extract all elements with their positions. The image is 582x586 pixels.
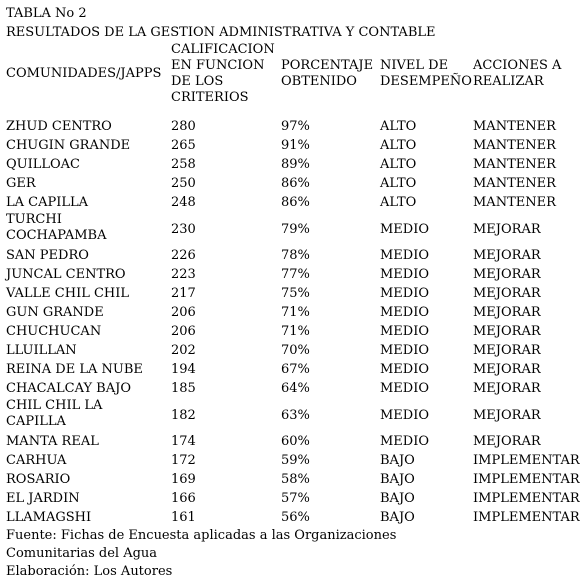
cell-percent: 77% <box>281 267 310 282</box>
cell-score: 265 <box>171 138 196 153</box>
table-row <box>6 193 580 212</box>
cell-percent: 78% <box>281 248 310 263</box>
cell-score: 258 <box>171 157 196 172</box>
cell-score: 202 <box>171 343 196 358</box>
cell-level: MEDIO <box>380 343 430 358</box>
cell-action: MEJORAR <box>473 408 541 423</box>
cell-level: MEDIO <box>380 362 430 377</box>
cell-percent: 63% <box>281 408 310 423</box>
cell-level: MEDIO <box>380 434 430 449</box>
cell-community: GUN GRANDE <box>6 305 104 320</box>
cell-community: CHUCHUCAN <box>6 324 102 339</box>
cell-percent: 91% <box>281 138 310 153</box>
cell-community: LLAMAGSHI <box>6 510 92 525</box>
table-row <box>6 246 580 265</box>
cell-action: IMPLEMENTAR <box>473 472 580 487</box>
cell-level: MEDIO <box>380 267 430 282</box>
cell-action: MANTENER <box>473 157 556 172</box>
cell-score: 172 <box>171 453 196 468</box>
cell-community: LA CAPILLA <box>6 195 89 210</box>
cell-community: MANTA REAL <box>6 434 99 449</box>
cell-level: MEDIO <box>380 286 430 301</box>
cell-percent: 67% <box>281 362 310 377</box>
cell-level: MEDIO <box>380 408 430 423</box>
header-community: COMUNIDADES/JAPPS <box>6 66 162 81</box>
cell-level: ALTO <box>380 119 417 134</box>
table-footer <box>6 527 580 581</box>
table-row <box>6 489 580 508</box>
cell-percent: 71% <box>281 305 310 320</box>
cell-action: MEJORAR <box>473 343 541 358</box>
cell-action: MEJORAR <box>473 381 541 396</box>
cell-score: 169 <box>171 472 196 487</box>
cell-community: CHIL CHIL LA CAPILLA <box>6 398 103 429</box>
cell-community: REINA DE LA NUBE <box>6 362 143 377</box>
cell-score: 182 <box>171 408 196 423</box>
cell-action: MEJORAR <box>473 286 541 301</box>
cell-level: MEDIO <box>380 305 430 320</box>
source-note-continued: Comunitarias del Agua <box>6 546 158 561</box>
cell-level: MEDIO <box>380 381 430 396</box>
table-row <box>6 322 580 341</box>
header-action: ACCIONES A REALIZAR <box>473 58 562 89</box>
cell-action: MEJORAR <box>473 248 541 263</box>
table-row <box>6 398 580 432</box>
cell-level: BAJO <box>380 472 415 487</box>
cell-action: MANTENER <box>473 138 556 153</box>
table-row <box>6 265 580 284</box>
cell-level: ALTO <box>380 138 417 153</box>
cell-level: BAJO <box>380 510 415 525</box>
table-header <box>6 42 580 117</box>
table-row <box>6 174 580 193</box>
cell-score: 166 <box>171 491 196 506</box>
cell-percent: 86% <box>281 176 310 191</box>
cell-community: ZHUD CENTRO <box>6 119 112 134</box>
cell-community: JUNCAL CENTRO <box>6 267 126 282</box>
cell-percent: 56% <box>281 510 310 525</box>
cell-score: 206 <box>171 324 196 339</box>
cell-percent: 71% <box>281 324 310 339</box>
cell-percent: 89% <box>281 157 310 172</box>
cell-score: 174 <box>171 434 196 449</box>
cell-community: VALLE CHIL CHIL <box>6 286 130 301</box>
cell-level: ALTO <box>380 195 417 210</box>
table-title: RESULTADOS DE LA GESTION ADMINISTRATIVA Y CONTABLE <box>6 25 436 40</box>
table-number: TABLA No 2 <box>6 6 87 21</box>
table-row <box>6 341 580 360</box>
cell-community: LLUILLAN <box>6 343 77 358</box>
cell-action: IMPLEMENTAR <box>473 491 580 506</box>
cell-action: MEJORAR <box>473 324 541 339</box>
cell-percent: 64% <box>281 381 310 396</box>
cell-community: CHACALCAY BAJO <box>6 381 131 396</box>
cell-action: MANTENER <box>473 195 556 210</box>
cell-level: ALTO <box>380 157 417 172</box>
cell-community: CHUGIN GRANDE <box>6 138 131 153</box>
cell-action: MEJORAR <box>473 267 541 282</box>
cell-percent: 57% <box>281 491 310 506</box>
table-row <box>6 379 580 398</box>
cell-score: 250 <box>171 176 196 191</box>
cell-percent: 59% <box>281 453 310 468</box>
header-score: CALIFICACION EN FUNCION DE LOS CRITERIOS <box>171 42 275 105</box>
cell-community: EL JARDIN <box>6 491 80 506</box>
document <box>6 4 580 581</box>
cell-percent: 97% <box>281 119 310 134</box>
table-row <box>6 508 580 527</box>
cell-action: MEJORAR <box>473 222 541 237</box>
cell-action: MANTENER <box>473 119 556 134</box>
table-row <box>6 451 580 470</box>
header-level: NIVEL DE DESEMPEÑO <box>380 58 472 89</box>
cell-level: ALTO <box>380 176 417 191</box>
cell-community: SAN PEDRO <box>6 248 89 263</box>
cell-score: 280 <box>171 119 196 134</box>
table-row <box>6 155 580 174</box>
table-row <box>6 432 580 451</box>
cell-community: TURCHI COCHAPAMBA <box>6 212 107 243</box>
authors-note: Elaboración: Los Autores <box>6 564 173 579</box>
cell-community: ROSARIO <box>6 472 71 487</box>
cell-percent: 60% <box>281 434 310 449</box>
table-row <box>6 303 580 322</box>
table-row <box>6 136 580 155</box>
cell-score: 223 <box>171 267 196 282</box>
cell-level: MEDIO <box>380 324 430 339</box>
cell-level: MEDIO <box>380 248 430 263</box>
cell-action: MEJORAR <box>473 305 541 320</box>
cell-percent: 86% <box>281 195 310 210</box>
cell-score: 217 <box>171 286 196 301</box>
table-row <box>6 470 580 489</box>
cell-percent: 79% <box>281 222 310 237</box>
cell-score: 230 <box>171 222 196 237</box>
header-percent: PORCENTAJE OBTENIDO <box>281 58 374 89</box>
cell-level: BAJO <box>380 491 415 506</box>
table-row <box>6 284 580 303</box>
table-body <box>6 117 580 527</box>
cell-percent: 75% <box>281 286 310 301</box>
cell-community: GER <box>6 176 36 191</box>
cell-score: 161 <box>171 510 196 525</box>
cell-score: 226 <box>171 248 196 263</box>
cell-action: IMPLEMENTAR <box>473 453 580 468</box>
cell-score: 248 <box>171 195 196 210</box>
cell-community: QUILLOAC <box>6 157 81 172</box>
cell-action: MANTENER <box>473 176 556 191</box>
table-row <box>6 360 580 379</box>
cell-action: IMPLEMENTAR <box>473 510 580 525</box>
cell-level: MEDIO <box>380 222 430 237</box>
cell-percent: 70% <box>281 343 310 358</box>
cell-score: 206 <box>171 305 196 320</box>
cell-community: CARHUA <box>6 453 67 468</box>
cell-action: MEJORAR <box>473 434 541 449</box>
cell-score: 194 <box>171 362 196 377</box>
cell-action: MEJORAR <box>473 362 541 377</box>
source-note: Fuente: Fichas de Encuesta aplicadas a las Organizaciones <box>6 528 397 543</box>
cell-level: BAJO <box>380 453 415 468</box>
table-row <box>6 212 580 246</box>
cell-score: 185 <box>171 381 196 396</box>
table-row <box>6 117 580 136</box>
cell-percent: 58% <box>281 472 310 487</box>
